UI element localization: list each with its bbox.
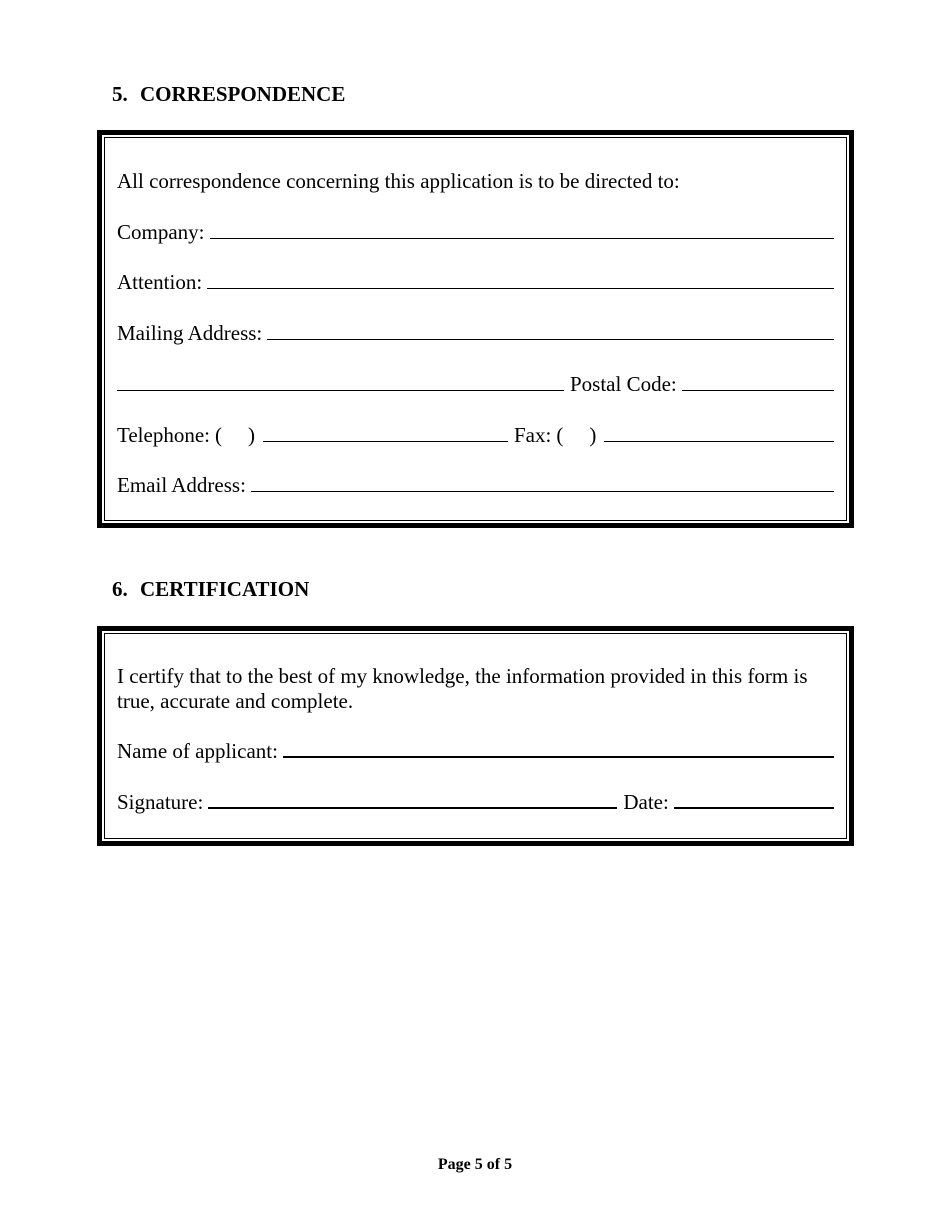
signature-row	[117, 792, 834, 813]
email-field[interactable]	[251, 491, 834, 492]
fax-close-paren: )	[589, 423, 597, 447]
date-label: Date:	[623, 790, 669, 814]
email-label: Email Address:	[117, 473, 246, 497]
mailing-address-label: Mailing Address:	[117, 321, 263, 345]
attention-row	[117, 272, 834, 293]
attention-field[interactable]	[207, 288, 834, 289]
certification-heading	[112, 579, 309, 600]
applicant-name-label: Name of applicant:	[117, 739, 278, 763]
certification-number: 6.	[112, 577, 128, 601]
fax-field[interactable]	[604, 441, 834, 442]
correspondence-number: 5.	[112, 82, 128, 106]
page-number: Page 5 of 5	[437, 1156, 513, 1173]
applicant-name-row	[117, 741, 834, 762]
postal-code-label: Postal Code:	[570, 372, 677, 396]
email-row	[117, 475, 834, 496]
mailing-address-field[interactable]	[267, 339, 834, 340]
company-label: Company:	[117, 220, 205, 244]
postal-code-row	[117, 374, 834, 395]
applicant-name-field[interactable]	[283, 756, 834, 758]
correspondence-intro-text: All correspondence concerning this application is to be directed to:	[117, 169, 680, 193]
correspondence-title: CORRESPONDENCE	[140, 82, 346, 106]
telephone-close-paren: )	[248, 423, 255, 447]
telephone-field[interactable]	[263, 441, 508, 442]
fax-open-paren: (	[556, 423, 564, 447]
certification-title: CERTIFICATION	[140, 577, 310, 601]
certification-statement: I certify that to the best of my knowledge, the information provided in this form is true, accurate and complete.	[117, 664, 808, 713]
correspondence-box	[97, 130, 854, 528]
postal-code-field[interactable]	[682, 390, 834, 391]
correspondence-intro	[117, 171, 834, 192]
correspondence-heading	[112, 84, 345, 105]
signature-label: Signature:	[117, 790, 204, 814]
date-field[interactable]	[674, 807, 834, 809]
phone-fax-row	[117, 425, 834, 446]
certification-box	[97, 626, 854, 846]
company-row	[117, 222, 834, 243]
mailing-address-row	[117, 323, 834, 344]
attention-label: Attention:	[117, 270, 203, 294]
mailing-address-line2-field[interactable]	[117, 390, 564, 391]
telephone-label: Telephone:	[117, 423, 210, 447]
fax-label: Fax:	[514, 423, 552, 447]
signature-field[interactable]	[208, 807, 617, 809]
company-field[interactable]	[210, 238, 835, 239]
telephone-open-paren: (	[215, 423, 222, 447]
